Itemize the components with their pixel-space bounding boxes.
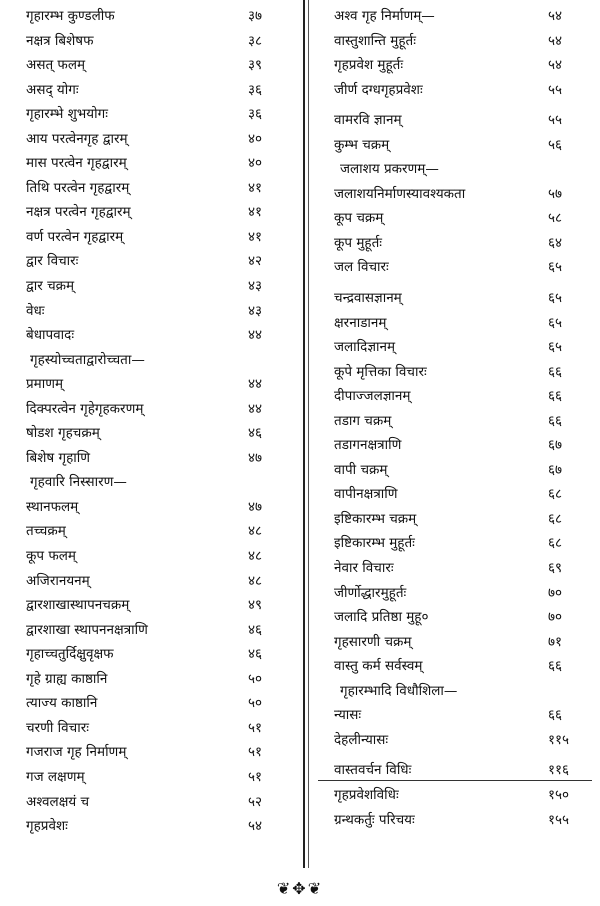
entry-title: त्याज्य काष्ठानि (26, 695, 98, 712)
entry-page-number: ४८ (248, 523, 263, 540)
toc-entry (318, 206, 592, 231)
entry-title: असद् योगः (26, 81, 79, 98)
entry-page-number: ६६ (548, 388, 563, 405)
entry-title: चन्द्रवासज्ञानम् (334, 290, 402, 307)
entry-title: गृहप्रवेशविधिः (334, 786, 399, 803)
toc-entry (318, 231, 592, 256)
entry-page-number: ४६ (248, 425, 263, 442)
entry-title: स्थानफलम् (26, 498, 79, 515)
toc-entry (8, 642, 293, 667)
entry-page-number: ६७ (548, 437, 563, 454)
entry-page-number: ४१ (248, 179, 263, 196)
entry-title: इष्टिकारम्भ मुहूर्तः (334, 535, 415, 552)
entry-page-number: ३७ (248, 8, 263, 24)
entry-title: द्वार चक्रम् (26, 278, 75, 295)
entry-title: जलादि प्रतिष्ठा मुहू० (334, 609, 429, 626)
entry-title: दीपाज्जलज्ञानम् (334, 388, 411, 405)
entry-title: गृहारम्भे शुभयोगः (26, 106, 108, 123)
entry-title: प्रमाणम् (26, 376, 64, 393)
entry-page-number: ६५ (548, 314, 563, 331)
entry-page-number: ४३ (248, 278, 263, 295)
entry-title: द्वारशाखास्थापनचक्रम् (26, 597, 130, 614)
toc-entry (8, 151, 293, 176)
entry-title: अजिरानयनम् (26, 572, 90, 589)
left-column (8, 4, 293, 839)
toc-entry (318, 630, 592, 655)
entry-title: मास परत्वेन गृहद्वारम् (26, 155, 127, 172)
toc-entry (318, 360, 592, 385)
toc-entry (318, 728, 592, 753)
column-divider (303, 0, 305, 868)
entry-page-number: ६८ (548, 486, 563, 503)
entry-page-number: ४० (248, 130, 263, 147)
entry-page-number: ४८ (248, 572, 263, 589)
entry-title: इष्टिकारम्भ चक्रम् (334, 510, 417, 527)
toc-entry (318, 286, 592, 311)
toc-entry (318, 409, 592, 434)
toc-entry (318, 335, 592, 360)
entry-title: गृहप्रवेशः (26, 818, 68, 835)
toc-entry (8, 569, 293, 594)
entry-page-number: ४२ (248, 253, 263, 270)
entry-page-number: ४८ (248, 548, 263, 565)
entry-page-number: ७० (548, 609, 563, 626)
entry-title: षोडश गृहचक्रम् (26, 425, 100, 442)
entry-page-number: ४४ (248, 376, 263, 393)
entry-page-number: ३९ (248, 57, 263, 74)
entry-title: गृहसारणी चक्रम् (334, 633, 412, 650)
toc-entry (8, 397, 293, 422)
toc-entry (318, 78, 592, 103)
toc-entry (8, 249, 293, 274)
toc-entry (8, 446, 293, 471)
entry-title: जलादिज्ञानम् (334, 339, 396, 356)
entry-page-number: ५७ (548, 185, 563, 202)
entry-page-number: ६६ (548, 707, 563, 724)
toc-entry (8, 765, 293, 790)
entry-title: गृहवारि निस्सारण— (30, 474, 127, 491)
entry-page-number: १५० (548, 786, 570, 803)
entry-page-number: ५४ (548, 57, 563, 74)
toc-entry (8, 691, 293, 716)
entry-title: गृहारम्भादि विधौशिला— (340, 682, 458, 699)
entry-page-number: ४४ (248, 400, 263, 417)
entry-page-number: ५४ (548, 32, 563, 49)
entry-title: गज लक्षणम् (26, 768, 85, 785)
entry-page-number: ६६ (548, 363, 563, 380)
entry-page-number: ५४ (548, 8, 563, 24)
entry-title: तडागनक्षत्राणि (334, 437, 402, 454)
toc-entry (318, 255, 592, 280)
toc-entry (318, 133, 592, 158)
entry-page-number: ६६ (548, 658, 563, 675)
toc-entry (318, 384, 592, 409)
toc-entry (318, 531, 592, 556)
right-column (318, 4, 592, 832)
toc-entry (318, 157, 592, 182)
entry-title: वास्तुशान्ति मुहूर्तः (334, 32, 416, 49)
entry-title: वामरवि ज्ञानम् (334, 112, 402, 129)
entry-page-number: ५८ (548, 210, 563, 227)
entry-page-number: ५१ (248, 719, 263, 736)
column-divider-inner (308, 0, 309, 868)
entry-title: क्षरनाडानम् (334, 314, 387, 331)
toc-entry (8, 53, 293, 78)
toc-entry (8, 78, 293, 103)
toc-entry (318, 783, 592, 808)
entry-title: ग्रन्थकर्तुः परिचयः (334, 811, 415, 828)
toc-entry (318, 458, 592, 483)
entry-title: जीर्णोद्धारमुहूर्तः (334, 584, 407, 601)
entry-page-number: ११६ (548, 762, 570, 779)
toc-entry (318, 605, 592, 630)
entry-page-number: ४६ (248, 621, 263, 638)
entry-title: कूप चक्रम् (334, 210, 384, 227)
toc-entry (318, 4, 592, 29)
entry-page-number: ६४ (548, 234, 563, 251)
toc-entry (8, 372, 293, 397)
toc-entry (8, 790, 293, 815)
entry-title: गृहाच्चतुर्दिक्षुवृक्षफ (26, 646, 114, 663)
toc-entry (8, 618, 293, 643)
entry-page-number: ४१ (248, 204, 263, 221)
entry-page-number: ५५ (548, 112, 563, 129)
entry-page-number: ४७ (248, 449, 263, 466)
entry-title: गृहस्योच्चताद्वारोच्चता— (30, 351, 145, 368)
toc-entry (318, 581, 592, 606)
entry-page-number: ७१ (548, 633, 563, 650)
entry-page-number: ३६ (248, 81, 263, 98)
entry-page-number: ४६ (248, 646, 263, 663)
entry-title: कूपे मृत्तिका विचारः (334, 363, 427, 380)
entry-title: गृहारम्भ कुण्डलीफ (26, 8, 115, 24)
entry-title: तच्चक्रम् (26, 523, 66, 540)
entry-title: कूप फलम् (26, 548, 76, 565)
entry-title: जलाशयनिर्माणस्यावश्यकता (334, 185, 466, 202)
entry-page-number: ६७ (548, 461, 563, 478)
entry-title: दिक्परत्वेन गृहेगृहकरणम् (26, 400, 144, 417)
toc-entry (8, 127, 293, 152)
entry-page-number: ६५ (548, 339, 563, 356)
entry-title: वास्तवर्चन विधिः (334, 762, 412, 779)
toc-entry (8, 470, 293, 495)
entry-title: अश्वलक्षयं च (26, 793, 90, 810)
entry-page-number: ५१ (248, 768, 263, 785)
toc-entry (8, 176, 293, 201)
entry-title: न्यासः (334, 707, 362, 724)
entry-title: गृहप्रवेश मुहूर्तः (334, 57, 404, 74)
entry-page-number: ४७ (248, 498, 263, 515)
entry-page-number: ६५ (548, 290, 563, 307)
entry-title: वेधः (26, 302, 45, 319)
entry-title: वापी चक्रम् (334, 461, 388, 478)
entry-page-number: ४० (248, 155, 263, 172)
entry-page-number: ५४ (248, 818, 263, 835)
toc-entry (318, 808, 592, 833)
toc-entry (318, 507, 592, 532)
toc-entry (318, 53, 592, 78)
ornament-glyph: ❦✥❦ (276, 879, 324, 898)
entry-page-number: ६६ (548, 412, 563, 429)
toc-entry (8, 740, 293, 765)
toc-entry (8, 299, 293, 324)
toc-entry (8, 225, 293, 250)
toc-entry (8, 274, 293, 299)
entry-title: देहलीन्यासः (334, 731, 389, 748)
toc-entry (8, 29, 293, 54)
toc-entry (8, 4, 293, 29)
toc-entry (318, 182, 592, 207)
toc-entry (8, 593, 293, 618)
entry-title: द्वार विचारः (26, 253, 79, 270)
entry-title: जीर्ण दग्धगृहप्रवेशः (334, 81, 423, 98)
toc-entry (8, 667, 293, 692)
toc-entry (318, 433, 592, 458)
entry-page-number: ७० (548, 584, 563, 601)
toc-entry (318, 654, 592, 679)
entry-page-number: ५० (248, 670, 263, 687)
entry-title: आय परत्वेनगृह द्वारम् (26, 130, 128, 147)
entry-title: तिथि परत्वेन गृहद्वारम् (26, 179, 130, 196)
entry-title: कूप मुहूर्तः (334, 234, 382, 251)
toc-entry (8, 716, 293, 741)
toc-entry (318, 482, 592, 507)
toc-entry (8, 348, 293, 373)
toc-entry (318, 108, 592, 133)
toc-entry (8, 814, 293, 839)
entry-title: द्वारशाखा स्थापननक्षत्राणि (26, 621, 148, 638)
entry-page-number: ५६ (548, 136, 563, 153)
entry-title: तडाग चक्रम् (334, 412, 392, 429)
toc-entry (8, 544, 293, 569)
entry-title: जलाशय प्रकरणम्— (340, 161, 439, 178)
entry-title: वास्तु कर्म सर्वस्वम् (334, 658, 423, 675)
entry-page-number: ६९ (548, 560, 563, 577)
entry-title: नक्षत्र बिशेषफ (26, 32, 94, 49)
toc-entry (8, 323, 293, 348)
entry-page-number: १५५ (548, 811, 570, 828)
entry-page-number: ४३ (248, 302, 263, 319)
toc-entry (318, 556, 592, 581)
entry-title: जल विचारः (334, 259, 389, 276)
entry-page-number: ४४ (248, 327, 263, 344)
toc-entry (318, 29, 592, 54)
entry-title: बेधापवादः (26, 327, 75, 344)
entry-title: अश्व गृह निर्माणम्— (334, 8, 435, 24)
entry-page-number: ३८ (248, 32, 263, 49)
toc-entry (318, 311, 592, 336)
entry-page-number: ४९ (248, 597, 263, 614)
entry-title: वर्ण परत्वेन गृहद्वारम् (26, 228, 124, 245)
entry-title: बिशेष गृहाणि (26, 449, 91, 466)
toc-entry (8, 200, 293, 225)
entry-page-number: ४१ (248, 228, 263, 245)
entry-page-number: ५१ (248, 744, 263, 761)
entry-title: नेवार विचारः (334, 560, 394, 577)
entry-title: गृहे ग्राह्य काष्ठानि (26, 670, 108, 687)
toc-entry (318, 679, 592, 704)
toc-entry (8, 102, 293, 127)
toc-entry (8, 421, 293, 446)
entry-page-number: ६५ (548, 259, 563, 276)
entry-page-number: ३६ (248, 106, 263, 123)
section-rule (318, 780, 592, 781)
entry-page-number: ६८ (548, 510, 563, 527)
toc-entry (8, 519, 293, 544)
entry-page-number: ५५ (548, 81, 563, 98)
toc-entry (8, 495, 293, 520)
entry-page-number: ५२ (248, 793, 263, 810)
entry-page-number: ५० (248, 695, 263, 712)
entry-title: कुम्भ चक्रम् (334, 136, 390, 153)
entry-title: असत् फलम् (26, 57, 86, 74)
entry-page-number: ६८ (548, 535, 563, 552)
entry-page-number: ११५ (548, 731, 570, 748)
entry-title: नक्षत्र परत्वेन गृहद्वारम् (26, 204, 131, 221)
entry-title: चरणी विचारः (26, 719, 89, 736)
toc-entry (318, 703, 592, 728)
entry-title: गजराज गृह निर्माणम् (26, 744, 127, 761)
entry-title: वापीनक्षत्राणि (334, 486, 398, 503)
